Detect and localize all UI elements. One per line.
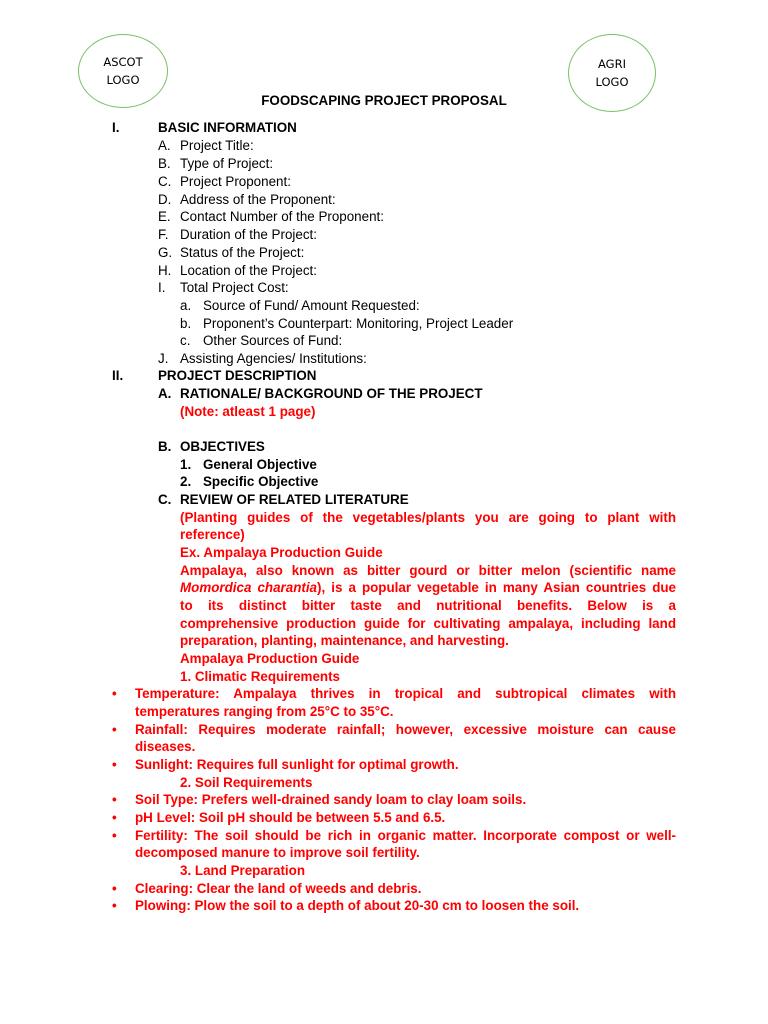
subsection-label: C.	[158, 492, 172, 507]
list-item-text: Total Project Cost:	[180, 280, 289, 295]
item-label: B.	[158, 156, 171, 171]
bullet-icon: •	[112, 722, 117, 737]
objective-text: Specific Objective	[203, 474, 319, 489]
section-heading: PROJECT DESCRIPTION	[158, 368, 317, 383]
bullet-text: Temperature: Ampalaya thrives in tropical and subtropical climates with	[135, 686, 676, 701]
bullet-icon: •	[112, 686, 117, 701]
bullet-text: Sunlight: Requires full sunlight for optimal growth.	[135, 757, 459, 772]
bullet-text: Fertility: The soil should be rich in organic matter. Incorporate compost or well-	[135, 828, 676, 843]
sub-item-label: c.	[180, 333, 191, 348]
bullet-text: decomposed manure to improve soil fertility.	[135, 845, 420, 860]
list-item-text: Location of the Project:	[180, 263, 317, 278]
note-text-line: reference)	[180, 527, 245, 542]
item-label: E.	[158, 209, 171, 224]
paragraph-line	[180, 579, 676, 597]
paragraph-line: Ampalaya, also known as bitter gourd or bitter melon (scientific name	[180, 563, 676, 578]
paragraph-line: preparation, planting, maintenance, and harvesting.	[180, 633, 509, 648]
guide-heading: 2. Soil Requirements	[180, 775, 313, 790]
document-title: FOODSCAPING PROJECT PROPOSAL	[261, 93, 507, 108]
item-label: J.	[158, 351, 169, 366]
scientific-name: Momordica charantia	[180, 580, 318, 595]
objective-label: 2.	[180, 474, 192, 489]
list-item-text: Contact Number of the Proponent:	[180, 209, 384, 224]
list-item-text: Project Title:	[180, 138, 254, 153]
bullet-text: Plowing: Plow the soil to a depth of about 20-30 cm to loosen the soil.	[135, 898, 580, 913]
item-label: A.	[158, 138, 171, 153]
paragraph-line: to its distinct bitter taste and nutritional benefits. Below is a	[180, 598, 676, 613]
bullet-text: pH Level: Soil pH should be between 5.5 and 6.5.	[135, 810, 446, 825]
subsection-label: A.	[158, 386, 172, 401]
item-label: H.	[158, 263, 172, 278]
list-item-text: Address of the Proponent:	[180, 192, 336, 207]
subsection-heading: RATIONALE/ BACKGROUND OF THE PROJECT	[180, 386, 483, 401]
subsection-heading: OBJECTIVES	[180, 439, 265, 454]
logo-text-line2: LOGO	[595, 75, 629, 89]
example-title: Ex. Ampalaya Production Guide	[180, 545, 383, 560]
list-item-text: Status of the Project:	[180, 245, 305, 260]
item-label: F.	[158, 227, 169, 242]
bullet-text: diseases.	[135, 739, 196, 754]
item-label: C.	[158, 174, 172, 189]
sub-item-text: Proponent’s Counterpart: Monitoring, Project Leader	[203, 316, 514, 331]
item-label: D.	[158, 192, 172, 207]
paragraph-line: comprehensive production guide for cultivating ampalaya, including land	[180, 616, 676, 631]
bullet-icon: •	[112, 757, 117, 772]
logo-text-line2: LOGO	[106, 73, 140, 87]
sub-item-label: b.	[180, 316, 192, 331]
bullet-icon: •	[112, 792, 117, 807]
item-label: G.	[158, 245, 173, 260]
note-text-line: (Planting guides of the vegetables/plants you are going to plant with	[180, 510, 676, 525]
list-item-text: Project Proponent:	[180, 174, 291, 189]
section-numeral: I.	[112, 120, 120, 135]
guide-heading: 3. Land Preparation	[180, 863, 306, 878]
sub-item-text: Source of Fund/ Amount Requested:	[203, 298, 420, 313]
bullet-text: Clearing: Clear the land of weeds and debris.	[135, 881, 422, 896]
item-label: I.	[158, 280, 166, 295]
objective-label: 1.	[180, 457, 192, 472]
section-numeral: II.	[112, 368, 124, 383]
sub-item-label: a.	[180, 298, 192, 313]
bullet-icon: •	[112, 828, 117, 843]
objective-text: General Objective	[203, 457, 317, 472]
bullet-icon: •	[112, 810, 117, 825]
paragraph-line-rest: ), is a popular vegetable in many Asian countries due	[317, 580, 677, 595]
bullet-text: Soil Type: Prefers well-drained sandy loam to clay loam soils.	[135, 792, 527, 807]
sub-item-text: Other Sources of Fund:	[203, 333, 343, 348]
subsection-label: B.	[158, 439, 172, 454]
bullet-icon: •	[112, 881, 117, 896]
bullet-text: Rainfall: Requires moderate rainfall; however, excessive moisture can cause	[135, 722, 676, 737]
logo-text-line1: AGRI	[598, 57, 626, 71]
list-item-text: Duration of the Project:	[180, 227, 317, 242]
logo-text-line1: ASCOT	[103, 55, 143, 69]
list-item-text: Assisting Agencies/ Institutions:	[180, 351, 367, 366]
guide-heading: 1. Climatic Requirements	[180, 669, 340, 684]
guide-title: Ampalaya Production Guide	[180, 651, 360, 666]
bullet-text: temperatures ranging from 25°C to 35°C.	[135, 704, 394, 719]
subsection-heading: REVIEW OF RELATED LITERATURE	[180, 492, 409, 507]
section-heading: BASIC INFORMATION	[158, 120, 297, 135]
list-item	[158, 137, 171, 155]
list-item-text: Type of Project:	[180, 156, 274, 171]
bullet-icon: •	[112, 898, 117, 913]
note-text: (Note: atleast 1 page)	[180, 404, 316, 419]
